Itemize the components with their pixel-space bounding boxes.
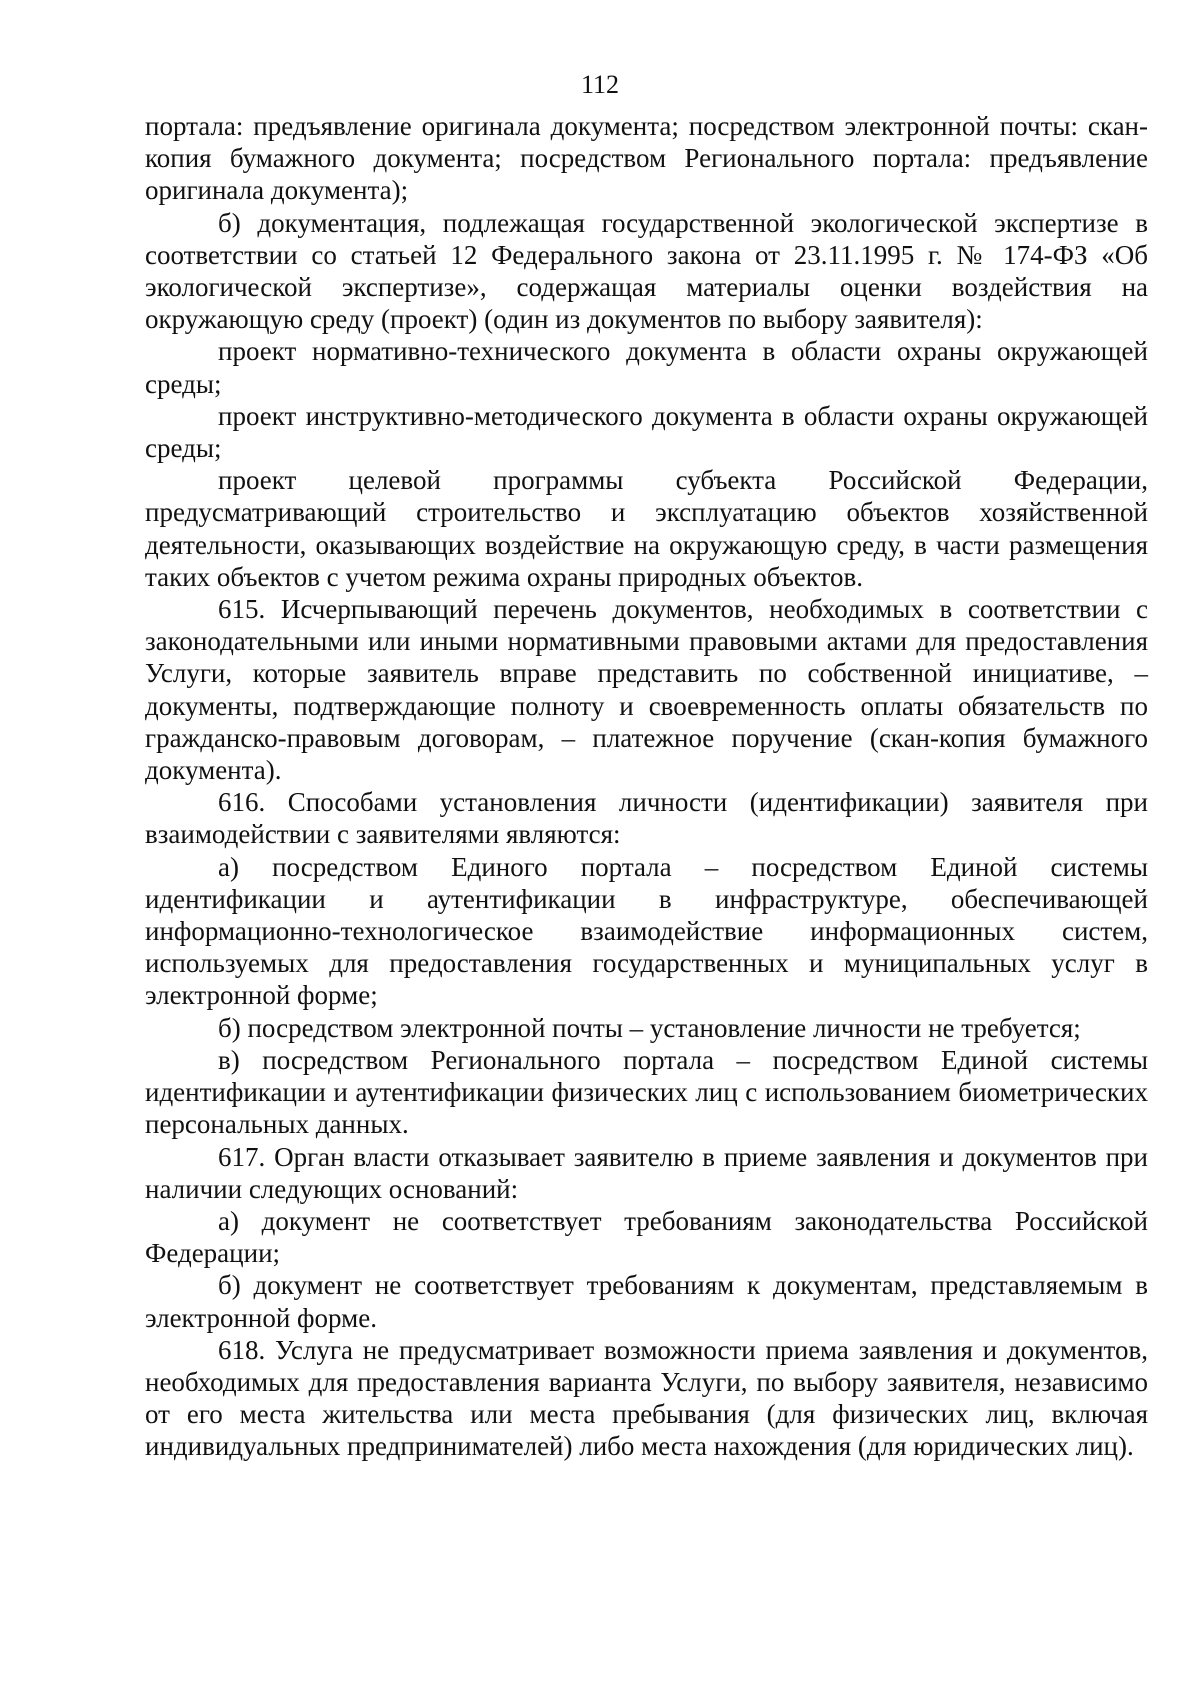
paragraph-616-v: в) посредством Регионального портала – посредством Единой системы идентификации и аутентификации физических лиц с использованием биометрических персональных данных. [145,1044,1148,1140]
paragraph-616: 616. Способами установления личности (идентификации) заявителя при взаимодействии с заявителями являются: [145,787,1148,850]
paragraph-617-b: б) документ не соответствует требованиям к документам, представляемым в электронной форме. [145,1270,1148,1333]
paragraph-615: 615. Исчерпывающий перечень документов, необходимых в соответствии с законодательными или иными нормативными правовыми актами для предоставления Услуги, которые заявитель вправе представить по собственной инициативе, – документы, подтверждающие полноту и своевременность оплаты обязательств по гражданско-правовым договорам, – платежное поручение (скан-копия бумажного документа). [145,594,1148,786]
paragraph-618: 618. Услуга не предусматривает возможности приема заявления и документов, необходимых для предоставления варианта Услуги, по выбору заявителя, независимо от его места жительства или места пребывания (для физических лиц, включая индивидуальных предпринимателей) либо места нахождения (для юридических лиц). [145,1334,1148,1462]
paragraph-continuation: портала: предъявление оригинала документа; посредством электронной почты: скан-копия бумажного документа; посредством Регионального портала: предъявление оригинала документа); [145,111,1148,206]
paragraph-project-instructive: проект инструктивно-методического документа в области охраны окружающей среды; [145,400,1148,464]
page-number: 112 [580,70,620,99]
document-body [145,110,1148,1463]
paragraph-617: 617. Орган власти отказывает заявителю в приеме заявления и документов при наличии следующих оснований: [145,1141,1148,1204]
paragraph-616-a: а) посредством Единого портала – посредством Единой системы идентификации и аутентификации в инфраструктуре, обеспечивающей информационно-технологическое взаимодействие информационных систем, используемых для предоставления государственных и муниципальных услуг в электронной форме; [145,851,1148,1011]
paragraph-project-target-program: проект целевой программы субъекта Российской Федерации, предусматривающий строительство и эксплуатацию объектов хозяйственной деятельности, оказывающих воздействие на окружающую среду, в части размещения таких объектов с учетом режима охраны природных объектов. [145,465,1148,592]
paragraph-item-b-documentation: б) документация, подлежащая государственной экологической экспертизе в соответствии со статьей 12 Федерального закона от 23.11.1995 г. № 174-ФЗ «Об экологической экспертизе», содержащая материалы оценки воздействия на окружающую среду (проект) (один из документов по выбору заявителя): [145,207,1148,335]
paragraph-project-normative: проект нормативно-технического документа в области охраны окружающей среды; [145,336,1148,399]
paragraph-616-b: б) посредством электронной почты – установление личности не требуется; [218,1012,1081,1043]
paragraph-617-a: а) документ не соответствует требованиям законодательства Российской Федерации; [145,1205,1148,1269]
